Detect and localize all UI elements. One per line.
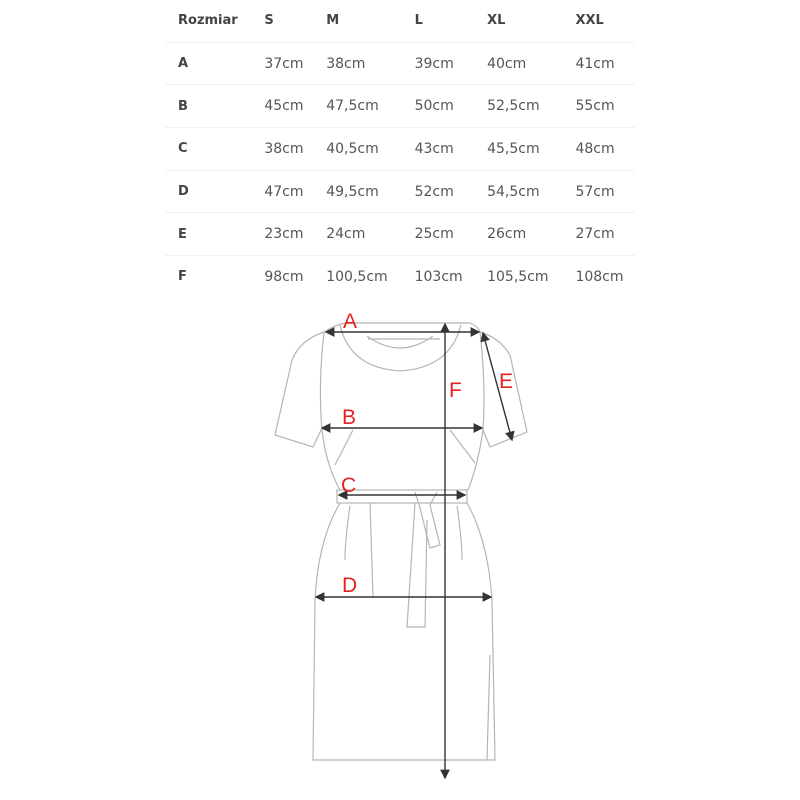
table-cell: 50cm (402, 85, 475, 128)
row-label: B (165, 85, 251, 128)
table-cell: 47,5cm (313, 85, 401, 128)
table-cell: 41cm (562, 42, 635, 85)
table-cell: 38cm (313, 42, 401, 85)
table-cell: 43cm (402, 128, 475, 171)
table-cell: 52,5cm (474, 85, 562, 128)
column-header: S (251, 0, 313, 42)
table-cell: 54,5cm (474, 170, 562, 213)
table-cell: 23cm (251, 213, 313, 256)
table-cell: 108cm (575, 268, 624, 285)
table-cell: 48cm (562, 128, 635, 171)
column-header: M (313, 0, 401, 42)
table-cell: 37cm (251, 42, 313, 85)
column-header: L (402, 0, 475, 42)
row-label: F (178, 269, 187, 285)
table-cell: 40,5cm (313, 128, 401, 171)
label-a: A (343, 310, 358, 333)
table-cell: 98cm (264, 268, 304, 285)
measurement-labels (341, 310, 513, 597)
label-f: F (449, 379, 462, 402)
table-cell: 40cm (474, 42, 562, 85)
label-c: C (341, 474, 357, 497)
table-cell: 45,5cm (474, 128, 562, 171)
table-cell: 100,5cm (326, 268, 388, 285)
table-cell: 24cm (313, 213, 401, 256)
table-cell: 52cm (402, 170, 475, 213)
row-label: A (165, 42, 251, 85)
column-header: XL (474, 0, 562, 42)
table-cell: 103cm (414, 268, 463, 285)
table-cell: 57cm (562, 170, 635, 213)
label-e: E (499, 370, 514, 393)
label-d: D (342, 574, 358, 597)
column-header: Rozmiar (165, 0, 251, 42)
table-cell: 47cm (251, 170, 313, 213)
row-label: E (165, 213, 251, 256)
row-label: C (165, 128, 251, 171)
table-cell: 49,5cm (313, 170, 401, 213)
table-cell: 38cm (251, 128, 313, 171)
table-cell: 45cm (251, 85, 313, 128)
table-cell: 55cm (562, 85, 635, 128)
table-cell: 39cm (402, 42, 475, 85)
table-cell: 105,5cm (487, 268, 549, 285)
table-cell: 26cm (474, 213, 562, 256)
row-label: D (165, 170, 251, 213)
table-cell: 27cm (562, 213, 635, 256)
column-header: XXL (562, 0, 635, 42)
table-cell: 25cm (402, 213, 475, 256)
dress-outline (275, 323, 527, 760)
label-b: B (342, 406, 357, 429)
